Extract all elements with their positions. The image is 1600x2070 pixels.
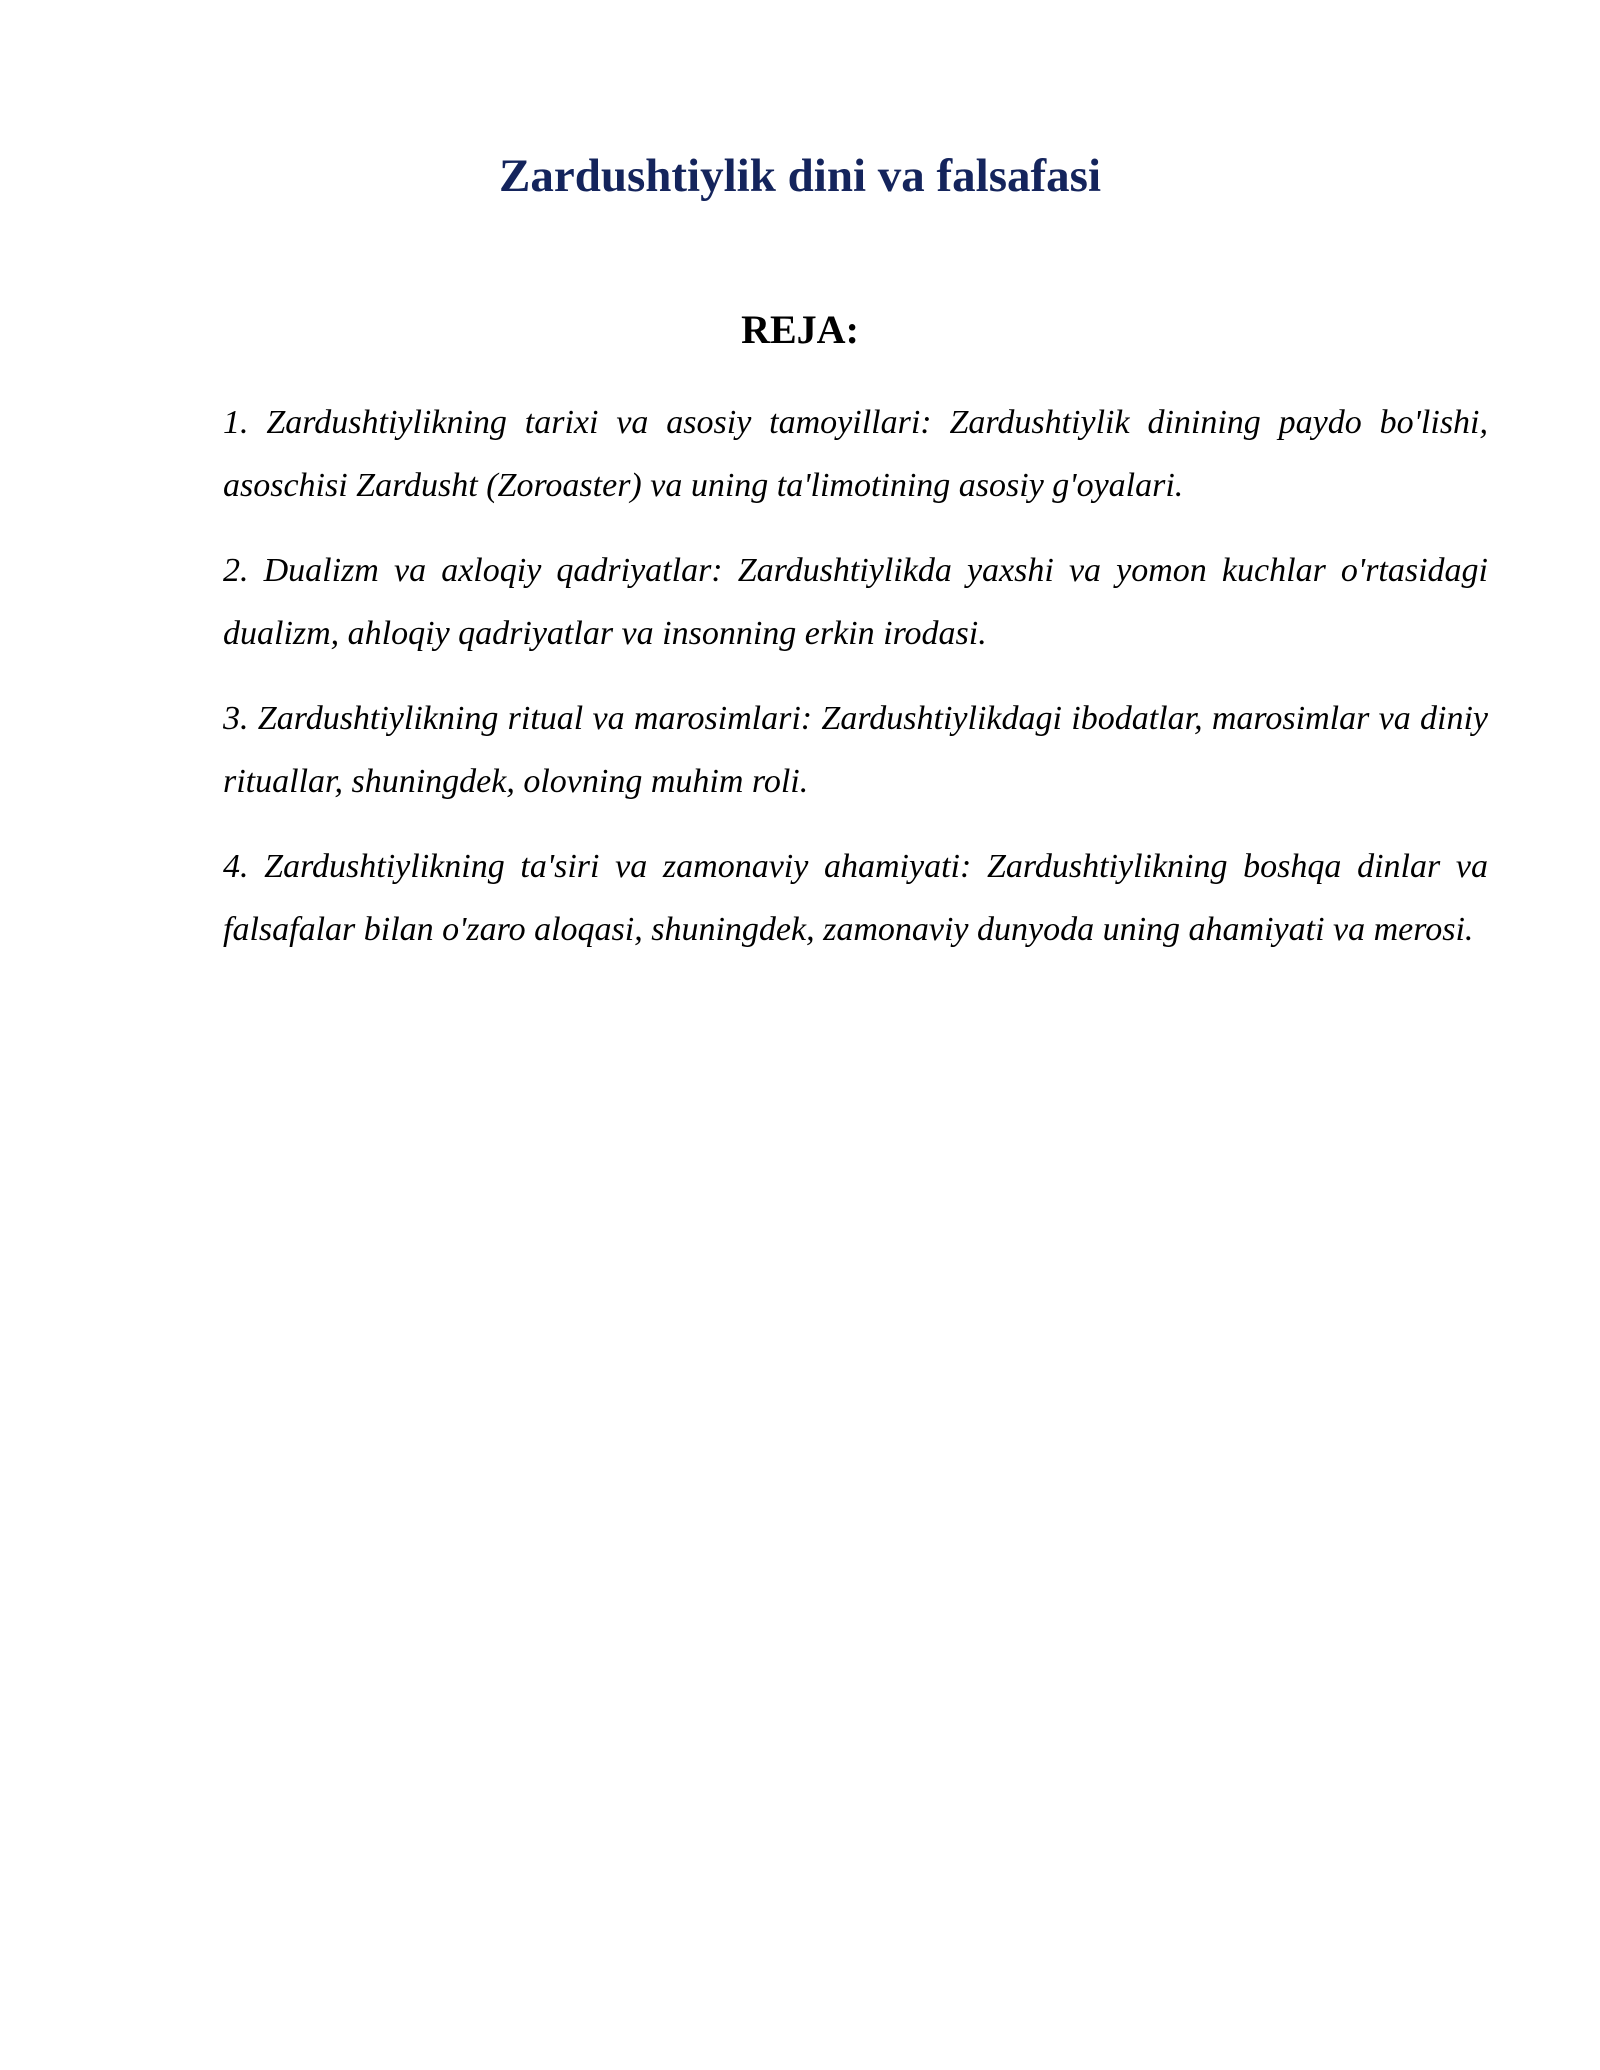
plan-item-3: 3. Zardushtiylikning ritual va marosimlari: Zardushtiylikdagi ibodatlar, marosimlar va diniy rituallar, shuningdek, olovning muhim roli.: [223, 700, 1488, 800]
document-title: Zardushtiylik dini va falsafasi: [498, 150, 1102, 202]
plan-list: [223, 391, 1488, 983]
plan-item-1: 1. Zardushtiylikning tarixi va asosiy tamoyillari: Zardushtiylik dinining paydo bo'lishi, asoschisi Zardusht (Zoroaster) va uning ta'limotining asosiy g'oyalari.: [223, 404, 1488, 504]
plan-heading: REJA:: [741, 307, 859, 352]
plan-item-2: 2. Dualizm va axloqiy qadriyatlar: Zardushtiylikda yaxshi va yomon kuchlar o'rtasidagi dualizm, ahloqiy qadriyatlar va insonning erkin irodasi.: [223, 552, 1488, 652]
plan-item-4: 4. Zardushtiylikning ta'siri va zamonaviy ahamiyati: Zardushtiylikning boshqa dinlar va falsafalar bilan o'zaro aloqasi, shuningdek, zamonaviy dunyoda uning ahamiyati va merosi.: [223, 848, 1488, 948]
